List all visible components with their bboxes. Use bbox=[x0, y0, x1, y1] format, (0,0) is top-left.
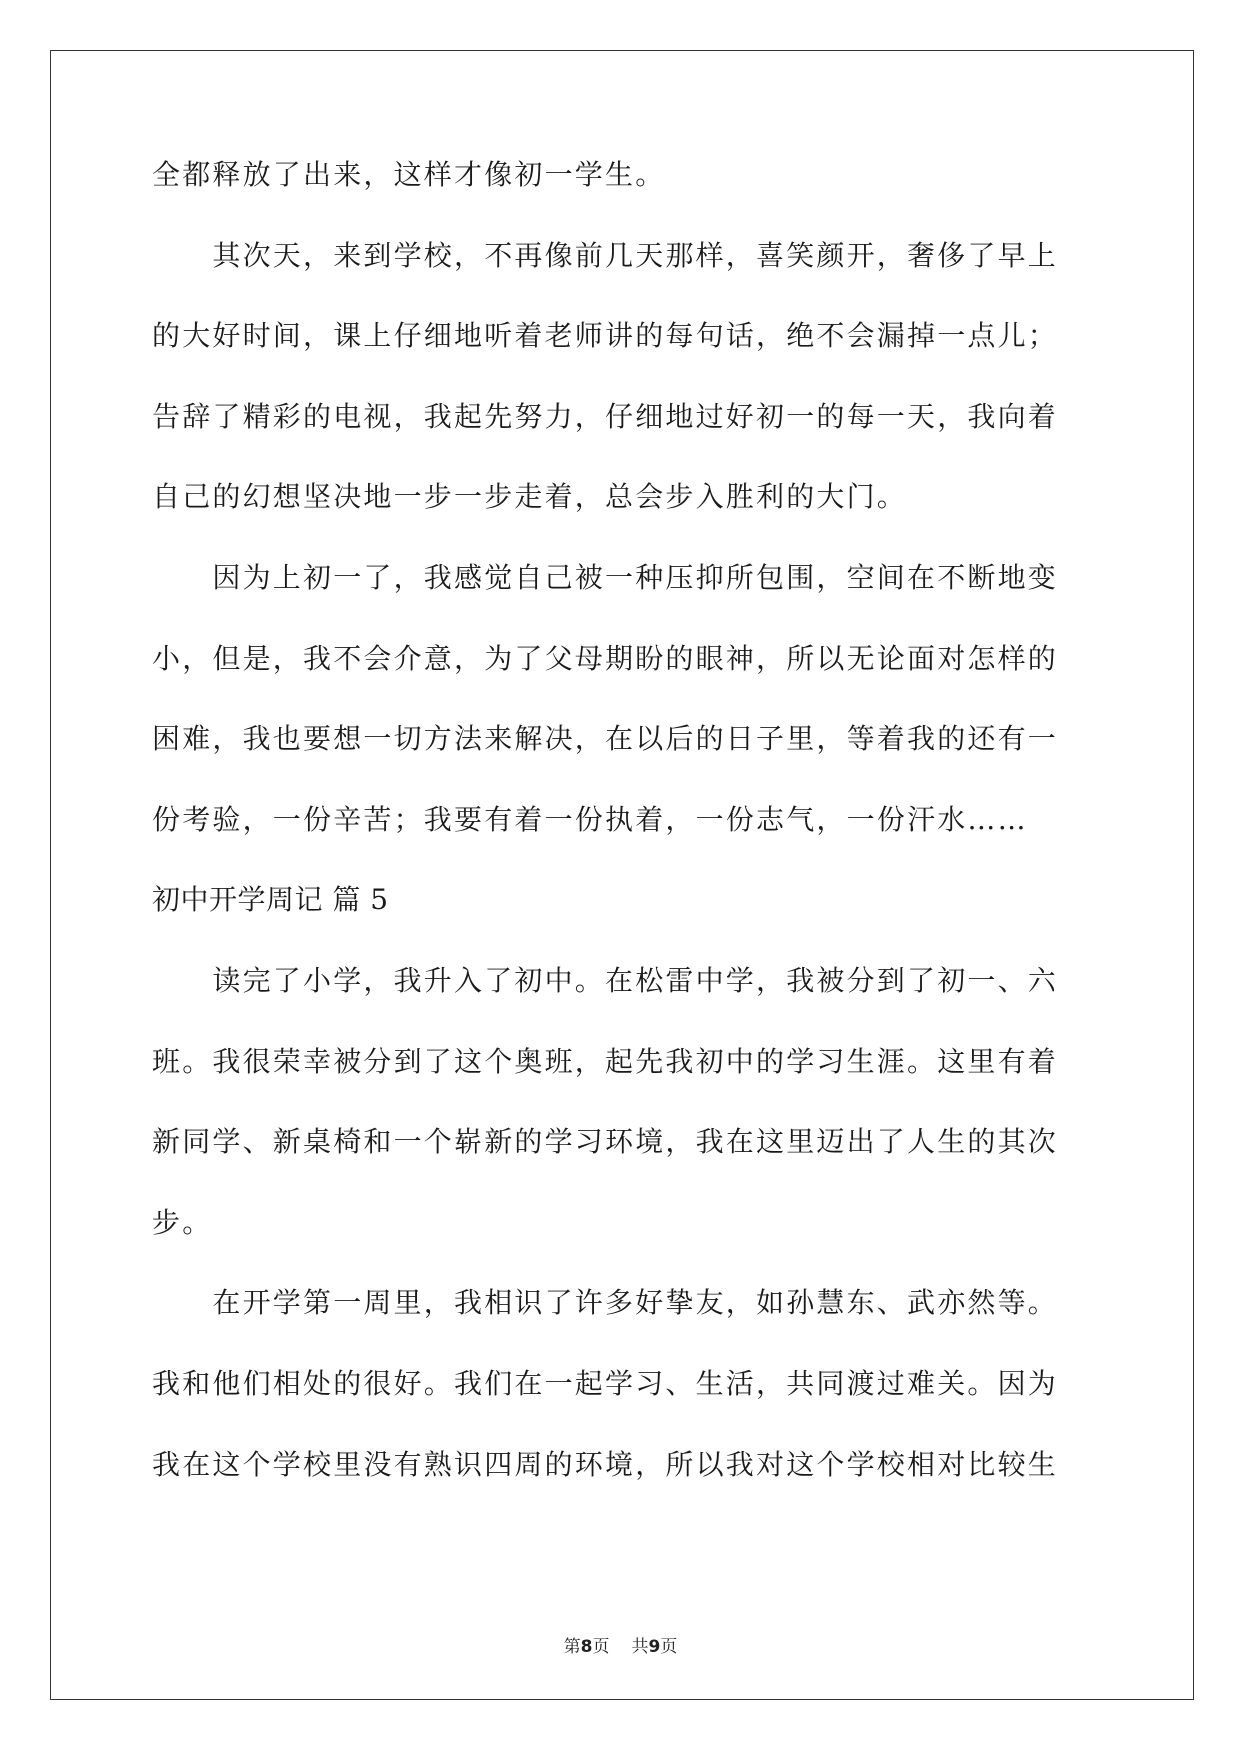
total-prefix: 共 bbox=[631, 1637, 649, 1657]
paragraph-start-line: 因为上初一了，我感觉自己被一种压抑所包围，空间在不断地变 bbox=[152, 560, 1059, 594]
text-line: 我在这个学校里没有熟识四周的环境，所以我对这个学校相对比较生 bbox=[152, 1447, 1059, 1481]
paragraph-start-line: 在开学第一周里，我相识了许多好挚友，如孙慧东、武亦然等。 bbox=[152, 1286, 1059, 1320]
paragraph-start-line: 其次天，来到学校，不再像前几天那样，喜笑颜开，奢侈了早上 bbox=[152, 238, 1059, 272]
text-line: 的大好时间，课上仔细地听着老师讲的每句话，绝不会漏掉一点儿； bbox=[152, 319, 1059, 353]
page-prefix: 第 bbox=[563, 1637, 581, 1657]
page-number: 8 bbox=[580, 1637, 593, 1657]
section-heading: 初中开学周记 篇 5 bbox=[152, 883, 389, 917]
text-line: 份考验，一份辛苦；我要有着一份执着，一份志气，一份汗水…… bbox=[152, 802, 1028, 836]
text-line: 新同学、新桌椅和一个崭新的学习环境，我在这里迈出了人生的其次 bbox=[152, 1125, 1059, 1159]
text-line: 班。我很荣幸被分到了这个奥班，起先我初中的学习生涯。这里有着 bbox=[152, 1044, 1059, 1078]
text-line: 小，但是，我不会介意，为了父母期盼的眼神，所以无论面对怎样的 bbox=[152, 641, 1059, 675]
text-line: 全都释放了出来，这样才像初一学生。 bbox=[152, 158, 666, 191]
text-line: 步。 bbox=[152, 1205, 213, 1239]
page-footer bbox=[0, 1637, 1241, 1657]
page-suffix: 页 bbox=[592, 1637, 610, 1657]
text-line: 告辞了精彩的电视，我起先努力，仔细地过好初一的每一天，我向着 bbox=[152, 399, 1059, 433]
paragraph-start-line: 读完了小学，我升入了初中。在松雷中学，我被分到了初一、六 bbox=[152, 963, 1059, 997]
text-line: 自己的幻想坚决地一步一步走着，总会步入胜利的大门。 bbox=[152, 480, 908, 514]
total-suffix: 页 bbox=[660, 1637, 678, 1657]
text-line: 困难，我也要想一切方法来解决，在以后的日子里，等着我的还有一 bbox=[152, 722, 1059, 756]
total-pages: 9 bbox=[648, 1637, 661, 1657]
text-line: 我和他们相处的很好。我们在一起学习、生活，共同渡过难关。因为 bbox=[152, 1366, 1059, 1400]
document-body bbox=[152, 158, 1087, 1528]
